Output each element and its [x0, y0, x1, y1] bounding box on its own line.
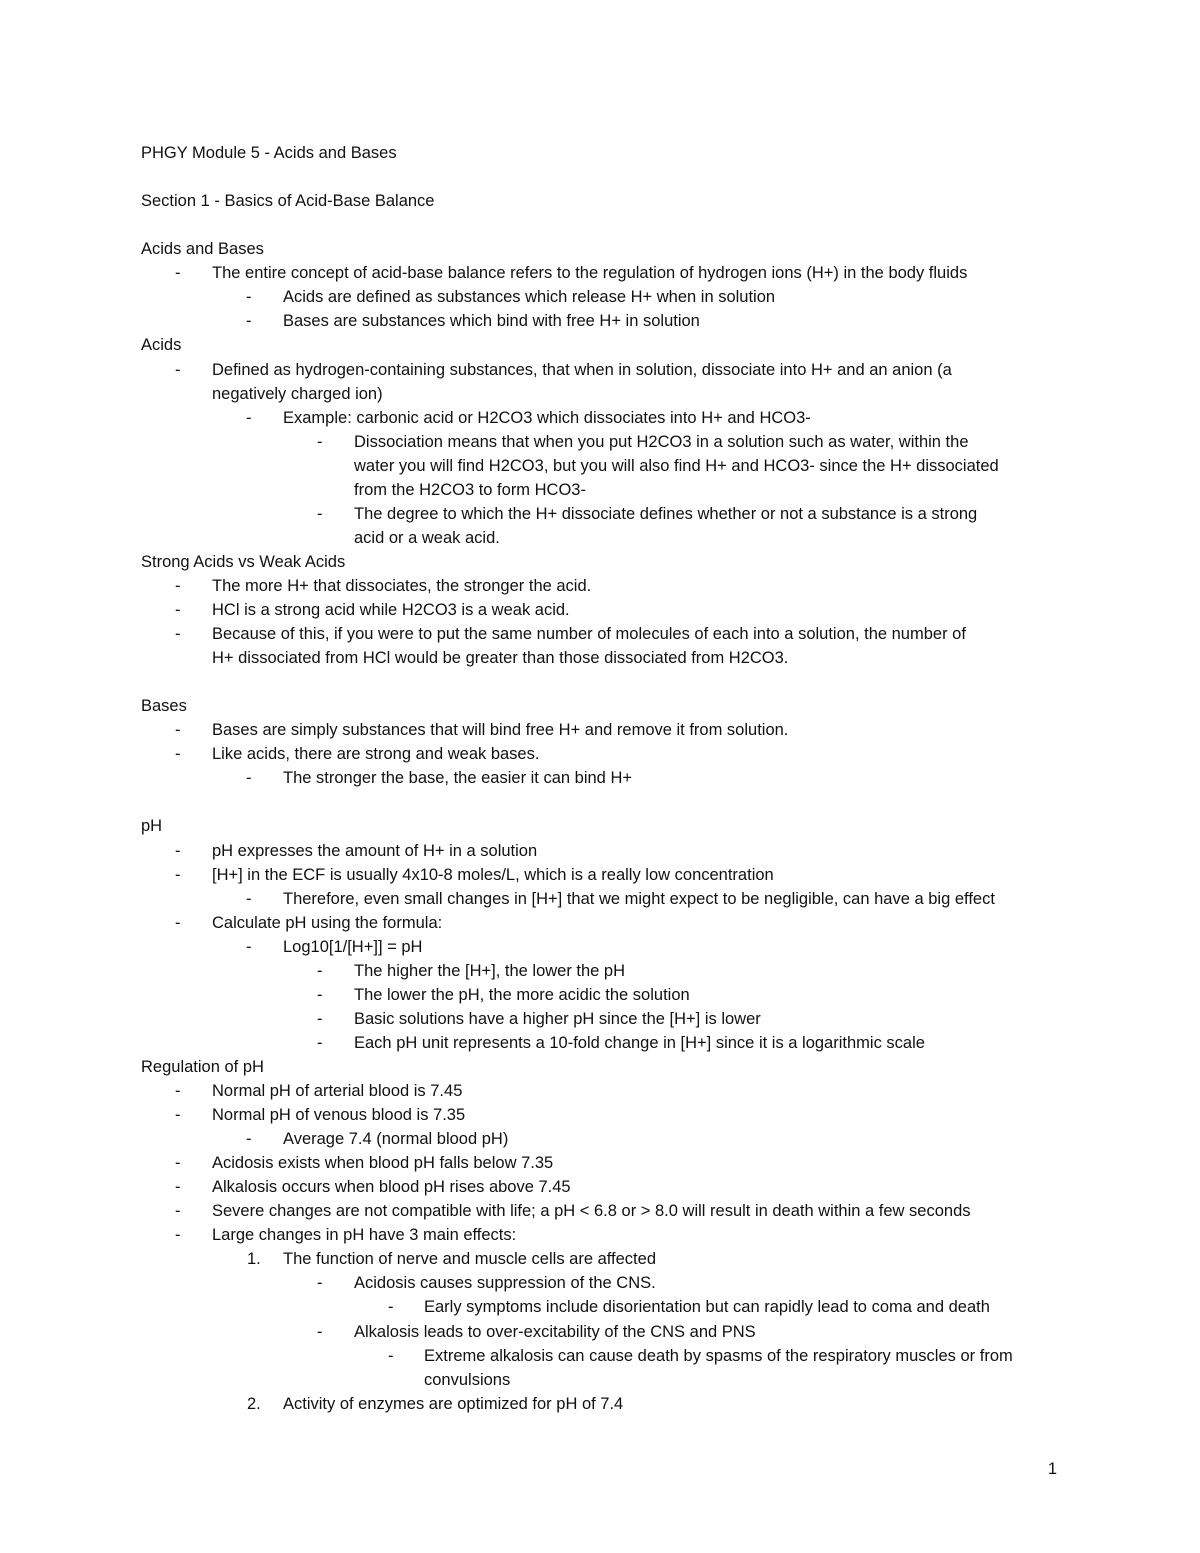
line-text: Severe changes are not compatible with life; a pH < 6.8 or > 8.0 will result in death within a few seconds [212, 1202, 971, 1221]
text-line [0, 189, 1200, 213]
text-line [0, 1151, 1200, 1175]
list-marker: - [317, 1033, 323, 1052]
text-line [0, 285, 1200, 309]
text-line [0, 574, 1200, 598]
list-marker: - [175, 841, 181, 860]
text-line [0, 1223, 1200, 1247]
text-line [0, 382, 1200, 406]
text-line [0, 526, 1200, 550]
line-text: Each pH unit represents a 10-fold change in [H+] since it is a logarithmic scale [354, 1033, 925, 1052]
list-marker: - [175, 721, 181, 740]
text-line [0, 1199, 1200, 1223]
line-text: Basic solutions have a higher pH since the [H+] is lower [354, 1009, 761, 1028]
blank-line [0, 165, 1200, 189]
text-line [0, 261, 1200, 285]
text-line [0, 1271, 1200, 1295]
list-marker: - [175, 1178, 181, 1197]
list-marker: - [175, 745, 181, 764]
text-line [0, 1247, 1200, 1271]
text-line [0, 550, 1200, 574]
line-text: Early symptoms include disorientation but can rapidly lead to coma and death [424, 1298, 990, 1317]
line-text: Example: carbonic acid or H2CO3 which dissociates into H+ and HCO3- [283, 408, 811, 427]
line-text: Defined as hydrogen-containing substances, that when in solution, dissociate into H+ and an anion (a [212, 360, 952, 379]
text-line [0, 959, 1200, 983]
text-line [0, 935, 1200, 959]
text-line [0, 983, 1200, 1007]
line-text: Acids and Bases [141, 240, 264, 259]
blank-line [0, 790, 1200, 814]
line-text: Like acids, there are strong and weak bases. [212, 745, 540, 764]
list-marker: - [246, 312, 252, 331]
text-line [0, 1320, 1200, 1344]
text-line [0, 766, 1200, 790]
list-marker: - [317, 1009, 323, 1028]
text-line [0, 1368, 1200, 1392]
text-line [0, 863, 1200, 887]
line-text: Acids [141, 336, 182, 355]
text-line [0, 911, 1200, 935]
list-marker: - [246, 288, 252, 307]
page-number: 1 [1047, 1460, 1057, 1478]
text-line [0, 478, 1200, 502]
line-text: The more H+ that dissociates, the stronger the acid. [212, 576, 592, 595]
line-text: acid or a weak acid. [354, 528, 500, 547]
text-line [0, 1007, 1200, 1031]
text-line [0, 1055, 1200, 1079]
list-marker: - [175, 576, 181, 595]
line-text: PHGY Module 5 - Acids and Bases [141, 144, 397, 162]
text-line [0, 694, 1200, 718]
line-text: Bases [141, 697, 187, 716]
line-text: The entire concept of acid-base balance refers to the regulation of hydrogen ions (H+) in the body fluids [212, 264, 968, 283]
text-line [0, 309, 1200, 333]
line-text: Acids are defined as substances which release H+ when in solution [283, 288, 776, 307]
line-text: convulsions [424, 1370, 511, 1389]
text-line [0, 814, 1200, 838]
line-text: The function of nerve and muscle cells are affected [283, 1250, 656, 1269]
line-text: Calculate pH using the formula: [212, 913, 443, 932]
text-line [0, 622, 1200, 646]
blank-line [0, 213, 1200, 237]
text-line [0, 887, 1200, 911]
line-text: water you will find H2CO3, but you will also find H+ and HCO3- since the H+ dissociated [354, 456, 999, 475]
text-line [0, 333, 1200, 357]
list-marker: - [175, 601, 181, 619]
line-text: Log10[1/[H+]] = pH [283, 937, 423, 956]
list-marker: - [175, 865, 181, 884]
line-text: Average 7.4 (normal blood pH) [283, 1130, 509, 1149]
line-text: The higher the [H+], the lower the pH [354, 961, 626, 980]
text-line [0, 502, 1200, 526]
line-text: negatively charged ion) [212, 384, 383, 403]
list-marker: - [175, 1226, 181, 1245]
line-text: Strong Acids vs Weak Acids [141, 552, 346, 571]
text-line [0, 1127, 1200, 1151]
list-marker: - [317, 1274, 323, 1293]
line-text: [H+] in the ECF is usually 4x10-8 moles/L, which is a really low concentration [212, 865, 774, 884]
list-marker: - [317, 1322, 323, 1341]
list-marker: - [175, 625, 181, 643]
list-marker: - [175, 1082, 181, 1100]
list-marker: - [317, 504, 323, 523]
line-text: pH [141, 817, 163, 836]
list-marker: 2. [247, 1394, 261, 1413]
list-marker: - [175, 264, 181, 283]
list-marker: 1. [247, 1250, 261, 1269]
line-text: Regulation of pH [141, 1057, 264, 1076]
line-text: Normal pH of venous blood is 7.35 [212, 1106, 466, 1124]
list-marker: - [317, 432, 323, 451]
line-text: Therefore, even small changes in [H+] that we might expect to be negligible, can have a big effect [283, 889, 995, 908]
line-text: pH expresses the amount of H+ in a solution [212, 841, 538, 860]
line-text: from the H2CO3 to form HCO3- [354, 480, 586, 499]
text-line [0, 406, 1200, 430]
line-text: The degree to which the H+ dissociate defines whether or not a substance is a strong [354, 504, 978, 523]
line-text: Alkalosis occurs when blood pH rises above 7.45 [212, 1178, 571, 1197]
text-line [0, 430, 1200, 454]
line-text: HCl is a strong acid while H2CO3 is a weak acid. [212, 601, 570, 619]
text-line [0, 1344, 1200, 1368]
list-marker: - [246, 889, 252, 908]
line-text: Bases are simply substances that will bind free H+ and remove it from solution. [212, 721, 789, 740]
list-marker: - [175, 360, 181, 379]
text-line [0, 1392, 1200, 1416]
list-marker: - [246, 408, 252, 427]
line-text: Dissociation means that when you put H2CO3 in a solution such as water, within the [354, 432, 969, 451]
line-text: Activity of enzymes are optimized for pH of 7.4 [283, 1394, 624, 1413]
text-line [0, 1103, 1200, 1127]
text-line [0, 1031, 1200, 1055]
line-text: Large changes in pH have 3 main effects: [212, 1226, 517, 1245]
line-text: Because of this, if you were to put the same number of molecules of each into a solution, the number of [212, 625, 966, 643]
list-marker: - [317, 985, 323, 1004]
line-text: H+ dissociated from HCl would be greater than those dissociated from H2CO3. [212, 649, 789, 667]
text-line [0, 454, 1200, 478]
list-marker: - [175, 1154, 181, 1173]
text-line [0, 1295, 1200, 1319]
text-line [0, 646, 1200, 670]
text-line [0, 742, 1200, 766]
text-line [0, 1175, 1200, 1199]
line-text: Section 1 - Basics of Acid-Base Balance [141, 192, 435, 211]
list-marker: - [175, 1106, 181, 1124]
text-line [0, 839, 1200, 863]
line-text: Acidosis exists when blood pH falls below 7.35 [212, 1154, 554, 1173]
line-text: Extreme alkalosis can cause death by spasms of the respiratory muscles or from [424, 1346, 1013, 1365]
text-line [0, 141, 1200, 165]
text-line [0, 598, 1200, 622]
list-marker: - [175, 913, 181, 932]
line-text: Normal pH of arterial blood is 7.45 [212, 1082, 463, 1100]
list-marker: - [317, 961, 323, 980]
list-marker: - [246, 1130, 252, 1149]
line-text: Bases are substances which bind with free H+ in solution [283, 312, 700, 331]
blank-line [0, 670, 1200, 694]
list-marker: - [246, 769, 252, 788]
line-text: Alkalosis leads to over-excitability of the CNS and PNS [354, 1322, 756, 1341]
text-line [0, 358, 1200, 382]
line-text: The lower the pH, the more acidic the solution [354, 985, 690, 1004]
line-text: Acidosis causes suppression of the CNS. [354, 1274, 656, 1293]
list-marker: - [175, 1202, 181, 1221]
list-marker: - [246, 937, 252, 956]
text-line [0, 718, 1200, 742]
text-line [0, 237, 1200, 261]
list-marker: - [388, 1346, 394, 1365]
line-text: The stronger the base, the easier it can bind H+ [283, 769, 632, 788]
text-line [0, 1079, 1200, 1103]
list-marker: - [388, 1298, 394, 1317]
